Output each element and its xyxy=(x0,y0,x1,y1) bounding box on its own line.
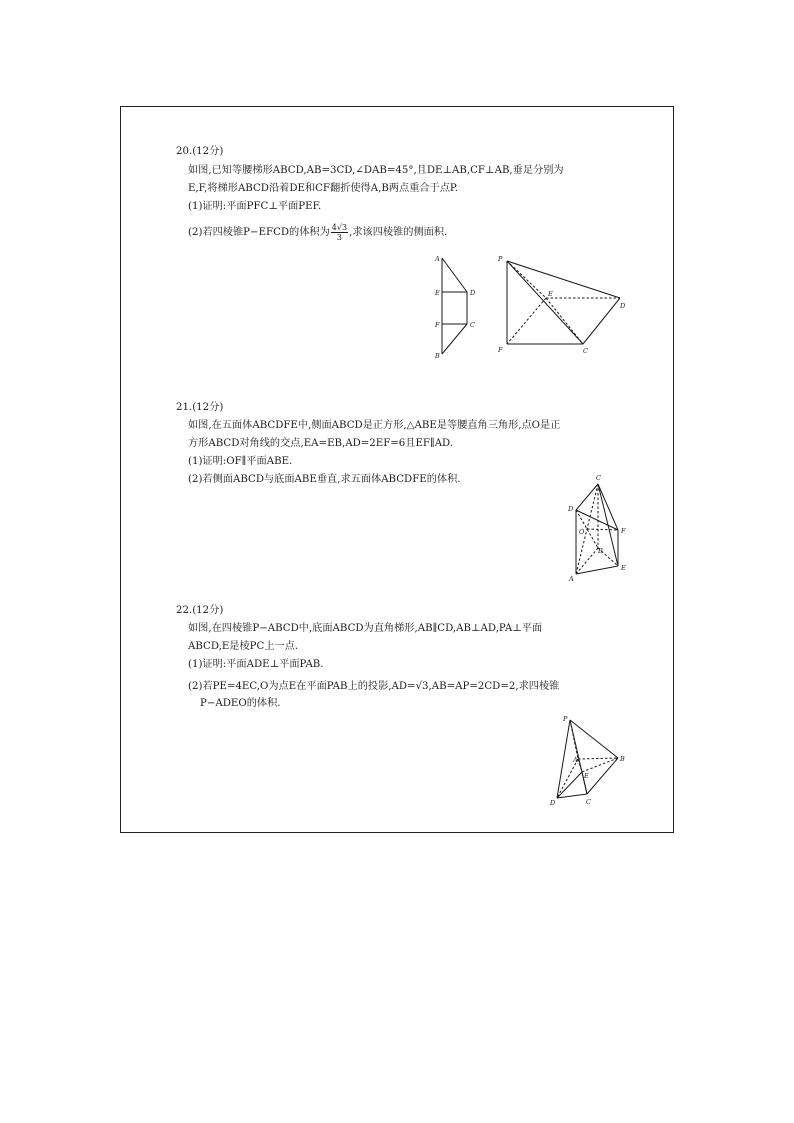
q20-figure-pyramid xyxy=(494,252,634,362)
q20-fig1-label-D: D xyxy=(470,289,476,297)
q21-fig-label-A: A xyxy=(569,575,574,583)
q22-fig-label-E: E xyxy=(584,772,589,780)
q21-header: 21.(12分) xyxy=(176,402,224,413)
q20-figure-trapezoid xyxy=(430,252,480,362)
q20-part2-pre: (2)若四棱锥P−EFCD的体积为 xyxy=(188,227,330,238)
q22-fig-label-P: P xyxy=(563,715,568,723)
q20-frac-num: 4√3 xyxy=(331,222,348,232)
q22-part2: (2)若PE=4EC,O为点E在平面PAB上的投影,AD=√3,AB=AP=2CD=2,求四棱锥 xyxy=(188,681,560,692)
q22-fig-label-A: A xyxy=(573,756,578,764)
q20-fig2-label-C: C xyxy=(583,347,588,355)
q20-fig1-label-A: A xyxy=(435,255,440,263)
q22-fig-label-D: D xyxy=(550,799,556,807)
q21-fig-label-F: F xyxy=(621,527,626,535)
q22-header: 22.(12分) xyxy=(176,605,224,616)
q20-text-line1: 如图,已知等腰梯形ABCD,AB=3CD,∠DAB=45°,且DE⊥AB,CF⊥AB,垂足分别为 xyxy=(188,165,564,176)
q21-figure-pentahedron xyxy=(560,470,640,586)
q21-fig-label-B: B xyxy=(598,547,603,555)
q20-volume-fraction xyxy=(331,223,348,242)
q22-figure-pyramid xyxy=(545,712,635,808)
q20-fig1-label-E: E xyxy=(435,289,440,297)
q22-text-line2: ABCD,E是棱PC上一点. xyxy=(188,641,299,652)
q22-text-line1: 如图,在四棱锥P−ABCD中,底面ABCD为直角梯形,AB∥CD,AB⊥AD,PA⊥平面 xyxy=(188,623,543,634)
q20-header: 20.(12分) xyxy=(176,146,224,157)
q22-part2-cont: P−ADEO的体积. xyxy=(200,698,281,709)
q20-frac-den: 3 xyxy=(336,232,342,242)
q21-part1: (1)证明:OF∥平面ABE. xyxy=(188,456,293,467)
q20-fig2-label-P: P xyxy=(498,255,503,263)
q21-fig-label-O: O xyxy=(579,528,585,536)
q20-fig2-label-E: E xyxy=(548,290,553,298)
q20-fig1-label-B: B xyxy=(435,352,440,360)
q21-fig-label-D: D xyxy=(568,505,574,513)
q20-part2 xyxy=(188,222,447,244)
q20-part2-post: ,求该四棱锥的侧面积. xyxy=(349,227,448,238)
q21-fig-label-C: C xyxy=(596,474,601,482)
q22-fig-label-B: B xyxy=(620,755,625,763)
q22-part1: (1)证明:平面ADE⊥平面PAB. xyxy=(188,659,324,670)
q20-fig2-label-F: F xyxy=(498,346,503,354)
q21-part2: (2)若侧面ABCD与底面ABE垂直,求五面体ABCDFE的体积. xyxy=(188,474,461,485)
q20-part1: (1)证明:平面PFC⊥平面PEF. xyxy=(188,201,322,212)
q21-fig-label-E: E xyxy=(621,564,626,572)
q20-fig1-label-C: C xyxy=(470,321,475,329)
q21-text-line2: 方形ABCD对角线的交点,EA=EB,AD=2EF=6且EF∥AD. xyxy=(188,438,454,449)
q20-text-line2: E,F,将梯形ABCD沿着DE和CF翻折使得A,B两点重合于点P. xyxy=(188,183,458,194)
q20-fig1-label-F: F xyxy=(435,321,440,329)
q22-fig-label-C: C xyxy=(586,798,591,806)
q21-text-line1: 如图,在五面体ABCDFE中,侧面ABCD是正方形,△ABE是等腰直角三角形,点O是正 xyxy=(188,420,561,431)
q20-fig2-label-D: D xyxy=(620,302,626,310)
